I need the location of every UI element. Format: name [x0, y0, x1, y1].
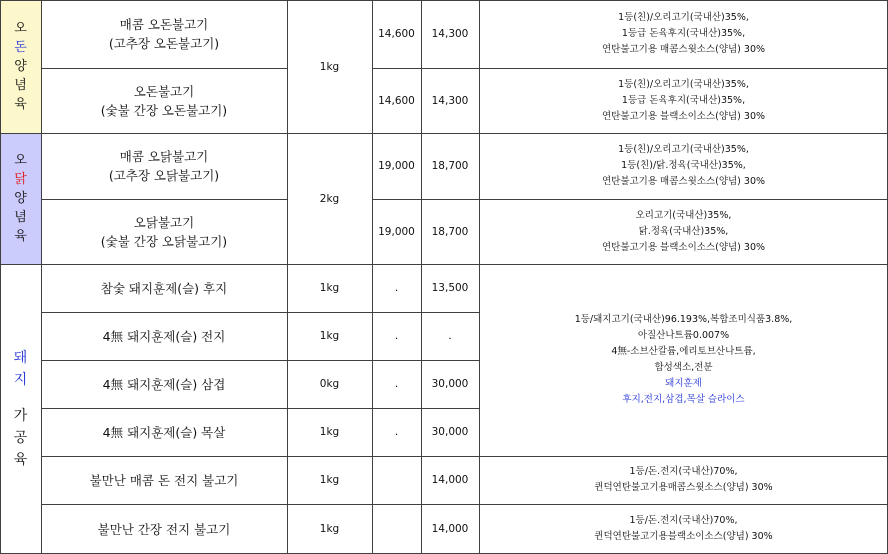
- section-odak-char-4: 념: [14, 210, 27, 225]
- section-odon-cell: [0, 0, 41, 133]
- ingredient-line: 연탄불고기용 매콤스윗소스(양념) 30%: [601, 44, 766, 55]
- price-value: 14,000: [431, 523, 469, 535]
- price-value: 14,600: [378, 94, 415, 107]
- price-cell: [421, 504, 479, 554]
- ingredient-line: 1등/돼지고기(국내산)96.193%,복합조미식품3.8%,: [574, 314, 793, 325]
- product-name-cell: [41, 504, 287, 554]
- weight-value: 1kg: [319, 523, 340, 535]
- product-name-cell: [41, 133, 287, 199]
- product-name-cell: [41, 264, 287, 312]
- ingredient-line: 퀸덕연탄불고기용매콤스윗소스(양념) 30%: [594, 482, 773, 493]
- ingredient-line: 1등(친)/오리고기(국내산)35%,: [618, 12, 749, 23]
- ingredient-line: 1등급 돈육후지(국내산)35%,: [621, 28, 746, 39]
- product-name-cell: [41, 408, 287, 456]
- weight-cell: [287, 408, 372, 456]
- section-pork-char-3: 가: [13, 408, 28, 424]
- price-cell: [372, 0, 421, 68]
- price-value: 13,500: [431, 282, 469, 294]
- ingredient-line: 1등급 돈육후지(국내산)35%,: [621, 94, 746, 106]
- price-cell: [372, 360, 421, 408]
- product-name: 매콤 오돈불고기: [119, 17, 209, 32]
- price-cell: [372, 504, 421, 554]
- price-cell: [421, 68, 479, 133]
- price-cell: [421, 360, 479, 408]
- price-cell: [421, 312, 479, 360]
- section-pork-char-5: 육: [13, 452, 28, 468]
- price-value: 14,600: [378, 28, 415, 40]
- product-name: 불만난 간장 전지 불고기: [97, 521, 231, 537]
- section-odak-char-5: 육: [14, 229, 27, 244]
- product-name-sub: (고추장 오닭불고기): [108, 168, 220, 183]
- ingredient-line: 아질산나트륨0.007%: [637, 330, 730, 341]
- section-odon-char-1: 오: [14, 21, 27, 36]
- price-value: 30,000: [431, 426, 469, 438]
- price-cell: [421, 199, 479, 264]
- product-name: 4無 돼지훈제(슬) 목살: [102, 424, 226, 440]
- weight-cell: [287, 504, 372, 554]
- product-name-sub: (숯불 간장 오닭불고기): [100, 233, 228, 249]
- price-cell: [372, 68, 421, 133]
- ingredient-line: 합성색소,전분: [654, 362, 713, 373]
- price-value: .: [394, 378, 399, 390]
- price-cell: [372, 456, 421, 504]
- section-pork-cell: [0, 264, 41, 554]
- weight-cell: [287, 360, 372, 408]
- section-odon-char-5: 육: [14, 97, 27, 112]
- ingredient-line: 오리고기(국내산)35%,: [635, 209, 732, 221]
- product-name: 4無 돼지훈제(슬) 삼겹: [102, 376, 226, 392]
- product-name-cell: [41, 68, 287, 133]
- ingredient-line-highlight: 돼지훈제: [665, 378, 702, 389]
- weight-value: 1kg: [319, 474, 340, 486]
- ingredient-line-highlight: 후지,전지,삼겹,목살 슬라이스: [622, 394, 745, 405]
- section-odak-cell: [0, 133, 41, 264]
- weight-value: 1kg: [319, 426, 340, 438]
- smoked-pork-note-cell: [479, 264, 888, 456]
- product-name-cell: [41, 0, 287, 68]
- section-pork-char-4: 공: [13, 430, 28, 446]
- price-cell: [421, 408, 479, 456]
- price-cell: [372, 199, 421, 264]
- ingredient-note-cell: [479, 504, 888, 554]
- ingredient-line: 연탄불고기용 블랙소이소스(양념) 30%: [601, 241, 766, 253]
- price-cell: [421, 264, 479, 312]
- price-value: .: [394, 426, 399, 438]
- price-value: 18,700: [431, 160, 469, 172]
- ingredient-line: 4無-소브산칼륨,에리토브산나트륨,: [611, 346, 756, 357]
- weight-value: 1kg: [319, 282, 340, 294]
- ingredient-line: 1등(친)/오리고기(국내산)35%,: [618, 78, 749, 90]
- ingredient-note-cell: [479, 456, 888, 504]
- product-name-sub: (숯불 간장 오돈불고기): [100, 102, 228, 118]
- price-value: .: [394, 330, 399, 342]
- product-name: 매콤 오닭불고기: [119, 149, 209, 164]
- ingredient-line: 퀸덕연탄불고기용블랙소이소스(양념) 30%: [594, 531, 773, 542]
- product-name: 불만난 매콤 돈 전지 불고기: [89, 472, 239, 488]
- section-odon-char-3: 양: [14, 59, 27, 74]
- product-name: 참숯 돼지훈제(슬) 후지: [100, 280, 228, 296]
- ingredient-note-cell: [479, 199, 888, 264]
- price-value: 19,000: [378, 160, 415, 172]
- ingredient-line: 1등/돈.전지(국내산)70%,: [629, 515, 738, 526]
- section-pork-char-2: 지: [13, 372, 28, 388]
- section-odon-char-2: 돈: [14, 40, 27, 55]
- price-cell: [372, 133, 421, 199]
- weight-cell: [287, 264, 372, 312]
- product-name: 오돈불고기: [133, 83, 195, 99]
- weight-cell: [287, 312, 372, 360]
- product-name-sub: (고추장 오돈불고기): [108, 36, 220, 51]
- price-value: 14,300: [431, 28, 469, 40]
- product-name: 오닭불고기: [133, 214, 195, 230]
- weight-value: 0kg: [319, 378, 340, 390]
- price-value: .: [394, 282, 399, 294]
- section-odon-char-4: 념: [14, 78, 27, 93]
- weight-value: 1kg: [319, 330, 340, 342]
- ingredient-line: 연탄불고기용 매콤스윗소스(양념) 30%: [601, 176, 766, 187]
- price-cell: [421, 456, 479, 504]
- ingredient-note-cell: [479, 0, 888, 68]
- ingredient-line: 닭.정육(국내산)35%,: [638, 225, 729, 237]
- ingredient-note-cell: [479, 133, 888, 199]
- price-value: 30,000: [431, 378, 469, 390]
- weight-value: 2kg: [319, 192, 340, 205]
- price-value: 14,300: [431, 94, 469, 107]
- section-odak-char-3: 양: [14, 191, 27, 206]
- ingredient-note-cell: [479, 68, 888, 133]
- ingredient-line: 1등(친)/오리고기(국내산)35%,: [618, 144, 749, 155]
- price-value: 14,000: [431, 474, 469, 486]
- product-name-cell: [41, 456, 287, 504]
- price-value: 18,700: [431, 225, 469, 238]
- price-cell: [372, 312, 421, 360]
- price-cell: [421, 133, 479, 199]
- section-odak-char-1: 오: [14, 153, 27, 168]
- product-name: 4無 돼지훈제(슬) 전지: [102, 328, 226, 344]
- product-name-cell: [41, 199, 287, 264]
- weight-cell: [287, 133, 372, 264]
- price-cell: [372, 408, 421, 456]
- weight-value: 1kg: [319, 60, 340, 73]
- ingredient-line: 1등/돈.전지(국내산)70%,: [629, 466, 738, 477]
- price-value: 19,000: [378, 225, 415, 238]
- section-odak-char-2: 닭: [14, 172, 27, 187]
- weight-cell: [287, 456, 372, 504]
- product-name-cell: [41, 360, 287, 408]
- price-value: .: [448, 330, 452, 342]
- weight-cell: [287, 0, 372, 133]
- section-pork-char-1: 돼: [13, 350, 28, 366]
- ingredient-line: 1등(친)/닭.정육(국내산)35%,: [621, 160, 746, 171]
- price-cell: [372, 264, 421, 312]
- ingredient-line: 연탄불고기용 블랙소이소스(양념) 30%: [601, 110, 766, 122]
- product-name-cell: [41, 312, 287, 360]
- price-cell: [421, 0, 479, 68]
